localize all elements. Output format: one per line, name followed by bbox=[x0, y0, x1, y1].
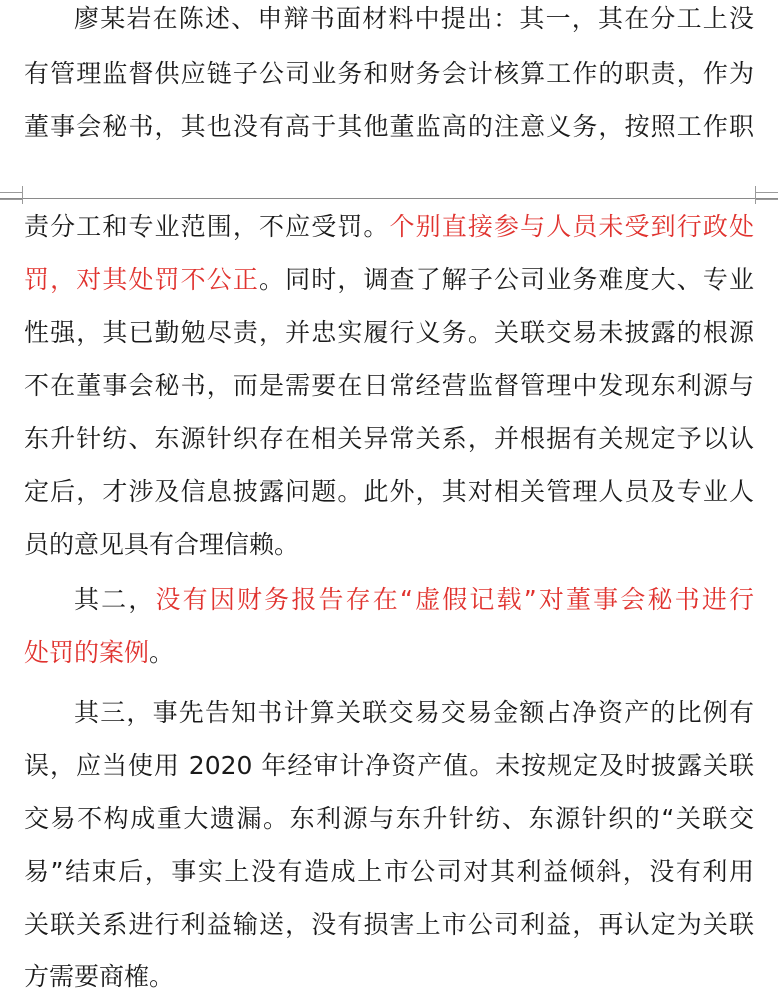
crop-mark-right-tick bbox=[755, 186, 756, 204]
text-line: 易”结束后，事实上没有造成上市公司对其利益倾斜，没有利用 bbox=[24, 857, 754, 886]
text-segment: 其二， bbox=[74, 585, 156, 614]
text-segment: 责分工和专业范围，不应受罚。 bbox=[24, 212, 390, 241]
text-line bbox=[24, 585, 754, 615]
page-break-gap bbox=[0, 190, 778, 204]
highlighted-text: 处罚的案例 bbox=[24, 638, 150, 667]
text-line: 定后，才涉及信息披露问题。此外，其对相关管理人员及专业人 bbox=[24, 477, 754, 506]
text-line: 董事会秘书，其也没有高于其他董监高的注意义务，按照工作职 bbox=[24, 112, 754, 141]
text-segment: 。同时，调查了解子公司业务难度大、专业 bbox=[259, 265, 754, 294]
document-page-top bbox=[0, 0, 778, 190]
text-line: 其三，事先告知书计算关联交易交易金额占净资产的比例有 bbox=[74, 698, 754, 727]
highlighted-text: 罚，对其处罚不公正 bbox=[24, 265, 259, 294]
highlighted-text: 个别直接参与人员未受到行政处 bbox=[389, 212, 754, 241]
text-line: 关联关系进行利益输送，没有损害上市公司利益，再认定为关联 bbox=[24, 910, 754, 939]
text-line: 有管理监督供应链子公司业务和财务会计核算工作的职责，作为 bbox=[24, 59, 754, 88]
crop-mark-left-tick bbox=[22, 186, 23, 204]
text-line: 不在董事会秘书，而是需要在日常经营监督管理中发现东利源与 bbox=[24, 371, 754, 400]
text-line: 误，应当使用 2020 年经审计净资产值。未按规定及时披露关联 bbox=[24, 751, 754, 780]
text-line: 东升针纺、东源针织存在相关异常关系，并根据有关规定予以认 bbox=[24, 424, 754, 453]
text-line: 交易不构成重大遗漏。东利源与东升针纺、东源针织的“关联交 bbox=[24, 804, 754, 833]
page-separator bbox=[0, 198, 778, 199]
text-line bbox=[24, 265, 754, 295]
text-line: 性强，其已勤勉尽责，并忠实履行义务。关联交易未披露的根源 bbox=[24, 318, 754, 347]
text-line: 廖某岩在陈述、申辩书面材料中提出：其一，其在分工上没 bbox=[74, 4, 754, 33]
text-line: 员的意见具有合理信赖。 bbox=[24, 530, 300, 559]
crop-mark-right bbox=[756, 192, 778, 200]
text-line bbox=[24, 212, 754, 242]
text-line: 方需要商榷。 bbox=[24, 962, 175, 991]
highlighted-text: 没有因财务报告存在“虚假记载”对董事会秘书进行 bbox=[155, 585, 754, 614]
text-line bbox=[24, 638, 754, 668]
text-segment: 。 bbox=[149, 638, 175, 667]
crop-mark-left bbox=[0, 192, 22, 200]
